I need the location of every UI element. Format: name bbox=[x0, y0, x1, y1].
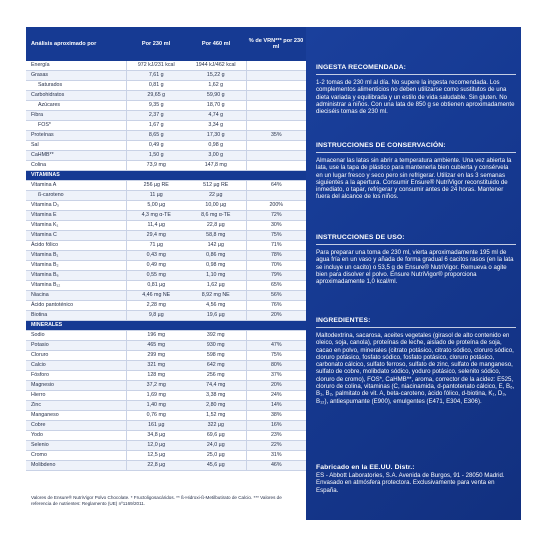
vrn-percent: 78% bbox=[246, 251, 306, 261]
table-row bbox=[26, 221, 306, 231]
recommended-intake-section bbox=[316, 64, 516, 115]
nutrient-name: Ácido fólico bbox=[26, 241, 126, 251]
value-per-230ml: 1,50 g bbox=[126, 151, 186, 161]
value-per-460ml: 142 µg bbox=[186, 241, 246, 251]
table-row bbox=[26, 141, 306, 151]
vrn-percent: 70% bbox=[246, 261, 306, 271]
vrn-percent bbox=[246, 61, 306, 71]
nutrient-name: Cobre bbox=[26, 421, 126, 431]
table-row bbox=[26, 391, 306, 401]
vrn-percent bbox=[246, 141, 306, 151]
value-per-230ml: 4,3 mg α-TE bbox=[126, 211, 186, 221]
value-per-230ml: 0,76 mg bbox=[126, 411, 186, 421]
vrn-percent: 38% bbox=[246, 411, 306, 421]
table-row bbox=[26, 91, 306, 101]
table-row bbox=[26, 231, 306, 241]
value-per-230ml: 29,4 mg bbox=[126, 231, 186, 241]
nutrient-name: Vitamina K₁ bbox=[26, 221, 126, 231]
vrn-percent: 200% bbox=[246, 201, 306, 211]
value-per-230ml: 0,49 g bbox=[126, 141, 186, 151]
vrn-percent: 76% bbox=[246, 301, 306, 311]
table-row bbox=[26, 111, 306, 121]
vrn-percent bbox=[246, 191, 306, 201]
nutrient-name: Sal bbox=[26, 141, 126, 151]
nutrient-name: Vitamina A bbox=[26, 181, 126, 191]
value-per-460ml: 0,98 g bbox=[186, 141, 246, 151]
value-per-230ml: 29,65 g bbox=[126, 91, 186, 101]
table-row bbox=[26, 461, 306, 471]
value-per-460ml: 642 mg bbox=[186, 361, 246, 371]
table-row bbox=[26, 161, 306, 171]
value-per-460ml: 18,70 g bbox=[186, 101, 246, 111]
table-row bbox=[26, 431, 306, 441]
value-per-460ml: 3,00 g bbox=[186, 151, 246, 161]
ingredients-section bbox=[316, 317, 516, 405]
value-per-460ml: 0,86 mg bbox=[186, 251, 246, 261]
nutrient-name: Fibra bbox=[26, 111, 126, 121]
nutrient-name: Vitamina D₃ bbox=[26, 201, 126, 211]
section-title: Fabricado en la EE.UU. Distr.: bbox=[316, 464, 415, 471]
nutrient-name: Colina bbox=[26, 161, 126, 171]
vrn-percent bbox=[246, 71, 306, 81]
vrn-percent: 22% bbox=[246, 441, 306, 451]
table-row bbox=[26, 211, 306, 221]
value-per-460ml: 24,0 µg bbox=[186, 441, 246, 451]
vrn-percent: 47% bbox=[246, 341, 306, 351]
nutrient-name: Carbohidratos bbox=[26, 91, 126, 101]
vrn-percent bbox=[246, 151, 306, 161]
header-vrn-percent: % de VRN*** por 230 ml bbox=[248, 37, 304, 50]
vrn-percent: 20% bbox=[246, 381, 306, 391]
value-per-460ml: 69,6 µg bbox=[186, 431, 246, 441]
vrn-percent: 20% bbox=[246, 311, 306, 321]
table-row bbox=[26, 361, 306, 371]
table-row bbox=[26, 291, 306, 301]
value-per-460ml: 1,62 g bbox=[186, 81, 246, 91]
vrn-percent: 65% bbox=[246, 281, 306, 291]
vrn-percent bbox=[246, 101, 306, 111]
nutrient-name: Cromo bbox=[26, 451, 126, 461]
table-row bbox=[26, 351, 306, 361]
vrn-percent: 56% bbox=[246, 291, 306, 301]
nutrient-name: Selenio bbox=[26, 441, 126, 451]
table-row bbox=[26, 191, 306, 201]
section-body: 1-2 tomas de 230 ml al día. No supere la ingesta recomendada. Los complementos alimenticios no deben utilizarse como sustitutos de una dieta variada y equilibrada y un estilo de vida saludable. Sin gluten. No administrar a niños. Con una lata de 850 g se obtienen aproximadamente dieciséis tomas de 230 ml. bbox=[316, 79, 515, 116]
value-per-230ml: 0,49 mg bbox=[126, 261, 186, 271]
nutrient-name: Vitamina B₆ bbox=[26, 271, 126, 281]
vrn-percent bbox=[246, 161, 306, 171]
table-row bbox=[26, 451, 306, 461]
section-title: INGESTA RECOMENDADA: bbox=[316, 64, 516, 75]
value-per-460ml: 4,74 g bbox=[186, 111, 246, 121]
nutrient-name: CaHMB** bbox=[26, 151, 126, 161]
nutrient-name: Ácido pantoténico bbox=[26, 301, 126, 311]
value-per-230ml: 4,46 mg NE bbox=[126, 291, 186, 301]
value-per-230ml: 8,65 g bbox=[126, 131, 186, 141]
section-title: INGREDIENTES: bbox=[316, 317, 516, 328]
table-row bbox=[26, 251, 306, 261]
value-per-230ml: 1,40 mg bbox=[126, 401, 186, 411]
value-per-230ml: 465 mg bbox=[126, 341, 186, 351]
nutrient-name: Proteínas bbox=[26, 131, 126, 141]
nutrient-name: Azúcares bbox=[26, 101, 126, 111]
vrn-percent: 16% bbox=[246, 421, 306, 431]
table-header-row bbox=[26, 27, 306, 61]
nutrient-name: ß-caroteno bbox=[26, 191, 126, 201]
header-analysis: Análisis aproximado por bbox=[31, 40, 97, 47]
section-title: INSTRUCCIONES DE CONSERVACIÓN: bbox=[316, 142, 516, 153]
value-per-460ml: 1944 kJ/462 kcal bbox=[186, 61, 246, 71]
header-per-230ml: Por 230 ml bbox=[141, 40, 171, 47]
section-body: ES - Abbott Laboratories, S.A. Avenida de Burgos, 91 - 28050 Madrid. Envasado en atmósfera protectora. Exclusivamente para venta en España. bbox=[316, 472, 505, 494]
nutrient-name: Vitamina C bbox=[26, 231, 126, 241]
vrn-percent: 30% bbox=[246, 221, 306, 231]
value-per-230ml: 128 mg bbox=[126, 371, 186, 381]
table-row bbox=[26, 241, 306, 251]
value-per-460ml: 1,10 mg bbox=[186, 271, 246, 281]
nutrient-name: FOS* bbox=[26, 121, 126, 131]
section-title: INSTRUCCIONES DE USO: bbox=[316, 234, 516, 245]
value-per-230ml: 256 µg RE bbox=[126, 181, 186, 191]
vrn-percent: 64% bbox=[246, 181, 306, 191]
nutrient-name: Calcio bbox=[26, 361, 126, 371]
nutrition-table-body bbox=[26, 61, 306, 471]
value-per-460ml: 8,6 mg α-TE bbox=[186, 211, 246, 221]
value-per-230ml: 0,81 µg bbox=[126, 281, 186, 291]
table-row bbox=[26, 101, 306, 111]
value-per-460ml: 22 µg bbox=[186, 191, 246, 201]
value-per-460ml: 0,98 mg bbox=[186, 261, 246, 271]
nutrient-name: Manganeso bbox=[26, 411, 126, 421]
table-row bbox=[26, 411, 306, 421]
value-per-460ml: 2,80 mg bbox=[186, 401, 246, 411]
value-per-460ml: 45,6 µg bbox=[186, 461, 246, 471]
value-per-230ml: 11 µg bbox=[126, 191, 186, 201]
value-per-230ml: 37,2 mg bbox=[126, 381, 186, 391]
value-per-230ml: 299 mg bbox=[126, 351, 186, 361]
vrn-percent bbox=[246, 331, 306, 341]
info-column bbox=[316, 27, 516, 520]
value-per-230ml: 0,43 mg bbox=[126, 251, 186, 261]
value-per-230ml: 73,9 mg bbox=[126, 161, 186, 171]
nutrient-name: Yodo bbox=[26, 431, 126, 441]
vrn-percent: 79% bbox=[246, 271, 306, 281]
value-per-460ml: 3,38 mg bbox=[186, 391, 246, 401]
section-body: Maltodextrina, sacarosa, aceites vegetales (girasol de alto contenido en oleico, soja, canola), proteínas de leche, aislado de proteína de soja, cacao en polvo, minerales (citrato potásico, citrato sódico, cloruro sódico, cloruro potásico, fosfato sódico, fosfato potásico, cloruro potásico, carbonato cálcico, sulfato ferroso, sulfato de zinc, sulfato de manganeso, sulfato de cobre, molibdato sódico, yoduro potásico, selenito sódico, cloruro de cromo), FOS*, CaHMB**, aroma, corrector de la acidez: E525, cloruro de colina, vitaminas (C, niacinamida, d-pantotenato cálcico, E, B₆, B₁, B₂, palmitato de vit. A, beta-caroteno, ácido fólico, d-biotina, K₁, D₃, B₁₂), antiespumante (E900), emulgentes (E471, E304, E306). bbox=[316, 332, 515, 405]
value-per-460ml: 256 mg bbox=[186, 371, 246, 381]
nutrient-name: Zinc bbox=[26, 401, 126, 411]
vrn-percent: 80% bbox=[246, 361, 306, 371]
usage-instructions-section bbox=[316, 234, 516, 285]
vrn-percent: 23% bbox=[246, 431, 306, 441]
nutrient-name: Potasio bbox=[26, 341, 126, 351]
table-row bbox=[26, 331, 306, 341]
table-row bbox=[26, 131, 306, 141]
nutrient-name: Vitamina B₁ bbox=[26, 251, 126, 261]
table-row bbox=[26, 341, 306, 351]
vrn-percent: 31% bbox=[246, 451, 306, 461]
vrn-percent bbox=[246, 121, 306, 131]
table-row bbox=[26, 81, 306, 91]
value-per-230ml: 12,0 µg bbox=[126, 441, 186, 451]
value-per-460ml: 3,34 g bbox=[186, 121, 246, 131]
value-per-230ml: 1,67 g bbox=[126, 121, 186, 131]
section-label: VITAMINAS bbox=[26, 171, 306, 181]
table-row bbox=[26, 61, 306, 71]
nutrient-name: Grasas bbox=[26, 71, 126, 81]
section-body: Para preparar una toma de 230 ml, vierta aproximadamente 195 ml de agua fría en un vaso y añada de forma gradual 6 cacitos rasos (en la lata se incluye un cacito) o 53,5 g de Ensure® NutriVigor. Remueva o agite bien para disolver el polvo. Ensure NutriVigor® proporciona aproximadamente 1,0 kcal/ml. bbox=[316, 249, 514, 286]
table-row bbox=[26, 201, 306, 211]
table-row bbox=[26, 421, 306, 431]
nutrient-name: Niacina bbox=[26, 291, 126, 301]
value-per-460ml: 19,6 µg bbox=[186, 311, 246, 321]
section-body: Almacenar las latas sin abrir a temperatura ambiente. Una vez abierta la lata, use la tapa de plástico para mantenerla bien cubierta y consérvela en un lugar fresco y seco pero sin refrigerar. Utilizar en las 3 semanas siguientes a la apertura. Consumir Ensure® NutriVigor reconstituido de inmediato, o tapar, refrigerar y consumir antes de 24 horas. Mantener fuera del alcance de los niños. bbox=[316, 157, 512, 201]
nutrient-name: Energía bbox=[26, 61, 126, 71]
nutrient-name: Vitamina B₁₂ bbox=[26, 281, 126, 291]
value-per-460ml: 4,56 mg bbox=[186, 301, 246, 311]
nutrient-name: Sodio bbox=[26, 331, 126, 341]
storage-instructions-section bbox=[316, 142, 516, 201]
product-label-panel bbox=[26, 27, 521, 520]
table-row bbox=[26, 311, 306, 321]
manufacturer-section bbox=[316, 464, 516, 494]
value-per-230ml: 0,81 g bbox=[126, 81, 186, 91]
vrn-percent: 72% bbox=[246, 211, 306, 221]
nutrient-name: Magnesio bbox=[26, 381, 126, 391]
nutrient-name: Cloruro bbox=[26, 351, 126, 361]
vrn-percent: 24% bbox=[246, 391, 306, 401]
section-label: MINERALES bbox=[26, 321, 306, 331]
table-section-row bbox=[26, 171, 306, 181]
table-row bbox=[26, 371, 306, 381]
table-row bbox=[26, 281, 306, 291]
table-row bbox=[26, 301, 306, 311]
value-per-230ml: 7,61 g bbox=[126, 71, 186, 81]
value-per-460ml: 322 µg bbox=[186, 421, 246, 431]
table-row bbox=[26, 151, 306, 161]
vrn-percent bbox=[246, 91, 306, 101]
table-row bbox=[26, 441, 306, 451]
value-per-230ml: 2,37 g bbox=[126, 111, 186, 121]
value-per-460ml: 598 mg bbox=[186, 351, 246, 361]
vrn-percent: 14% bbox=[246, 401, 306, 411]
table-row bbox=[26, 121, 306, 131]
nutrition-panel bbox=[26, 27, 306, 520]
value-per-230ml: 2,28 mg bbox=[126, 301, 186, 311]
nutrient-name: Fósforo bbox=[26, 371, 126, 381]
nutrient-name: Vitamina B₂ bbox=[26, 261, 126, 271]
table-row bbox=[26, 261, 306, 271]
value-per-460ml: 147,8 mg bbox=[186, 161, 246, 171]
vrn-percent: 37% bbox=[246, 371, 306, 381]
nutrient-name: Biotina bbox=[26, 311, 126, 321]
value-per-230ml: 196 mg bbox=[126, 331, 186, 341]
table-section-row bbox=[26, 321, 306, 331]
value-per-230ml: 972 kJ/231 kcal bbox=[126, 61, 186, 71]
value-per-460ml: 22,8 µg bbox=[186, 221, 246, 231]
vrn-percent: 46% bbox=[246, 461, 306, 471]
value-per-460ml: 59,90 g bbox=[186, 91, 246, 101]
value-per-460ml: 930 mg bbox=[186, 341, 246, 351]
table-row bbox=[26, 271, 306, 281]
vrn-percent: 75% bbox=[246, 231, 306, 241]
value-per-460ml: 17,30 g bbox=[186, 131, 246, 141]
value-per-230ml: 12,5 µg bbox=[126, 451, 186, 461]
value-per-230ml: 5,00 µg bbox=[126, 201, 186, 211]
value-per-460ml: 58,8 mg bbox=[186, 231, 246, 241]
value-per-230ml: 1,69 mg bbox=[126, 391, 186, 401]
value-per-460ml: 10,00 µg bbox=[186, 201, 246, 211]
value-per-460ml: 512 µg RE bbox=[186, 181, 246, 191]
value-per-230ml: 11,4 µg bbox=[126, 221, 186, 231]
table-row bbox=[26, 401, 306, 411]
table-row bbox=[26, 181, 306, 191]
nutrition-table bbox=[26, 27, 306, 471]
nutrient-name: Vitamina E bbox=[26, 211, 126, 221]
value-per-460ml: 74,4 mg bbox=[186, 381, 246, 391]
value-per-230ml: 9,8 µg bbox=[126, 311, 186, 321]
nutrient-name: Molibdeno bbox=[26, 461, 126, 471]
value-per-460ml: 15,22 g bbox=[186, 71, 246, 81]
vrn-percent bbox=[246, 111, 306, 121]
vrn-percent: 75% bbox=[246, 351, 306, 361]
value-per-230ml: 71 µg bbox=[126, 241, 186, 251]
value-per-460ml: 1,52 mg bbox=[186, 411, 246, 421]
vrn-percent bbox=[246, 81, 306, 91]
vrn-percent: 35% bbox=[246, 131, 306, 141]
nutrient-name: Hierro bbox=[26, 391, 126, 401]
value-per-460ml: 392 mg bbox=[186, 331, 246, 341]
value-per-230ml: 9,35 g bbox=[126, 101, 186, 111]
table-row bbox=[26, 71, 306, 81]
table-footnote: Valores de Ensure® NutriVigor Polvo Chocolate. * Fructoligosacáridos. ** ß-Hidroxi-ß-Metilbutirato de Calcio. *** Valores de referencia de nutrientes: Reglamento (UE) nº1169/2011. bbox=[31, 495, 282, 507]
vrn-percent: 71% bbox=[246, 241, 306, 251]
value-per-460ml: 1,62 µg bbox=[186, 281, 246, 291]
table-row bbox=[26, 381, 306, 391]
nutrient-name: Saturados bbox=[26, 81, 126, 91]
value-per-230ml: 22,8 µg bbox=[126, 461, 186, 471]
value-per-230ml: 321 mg bbox=[126, 361, 186, 371]
value-per-460ml: 8,92 mg NE bbox=[186, 291, 246, 301]
value-per-230ml: 34,8 µg bbox=[126, 431, 186, 441]
value-per-230ml: 0,55 mg bbox=[126, 271, 186, 281]
value-per-460ml: 25,0 µg bbox=[186, 451, 246, 461]
header-per-460ml: Por 460 ml bbox=[201, 40, 231, 47]
value-per-230ml: 161 µg bbox=[126, 421, 186, 431]
